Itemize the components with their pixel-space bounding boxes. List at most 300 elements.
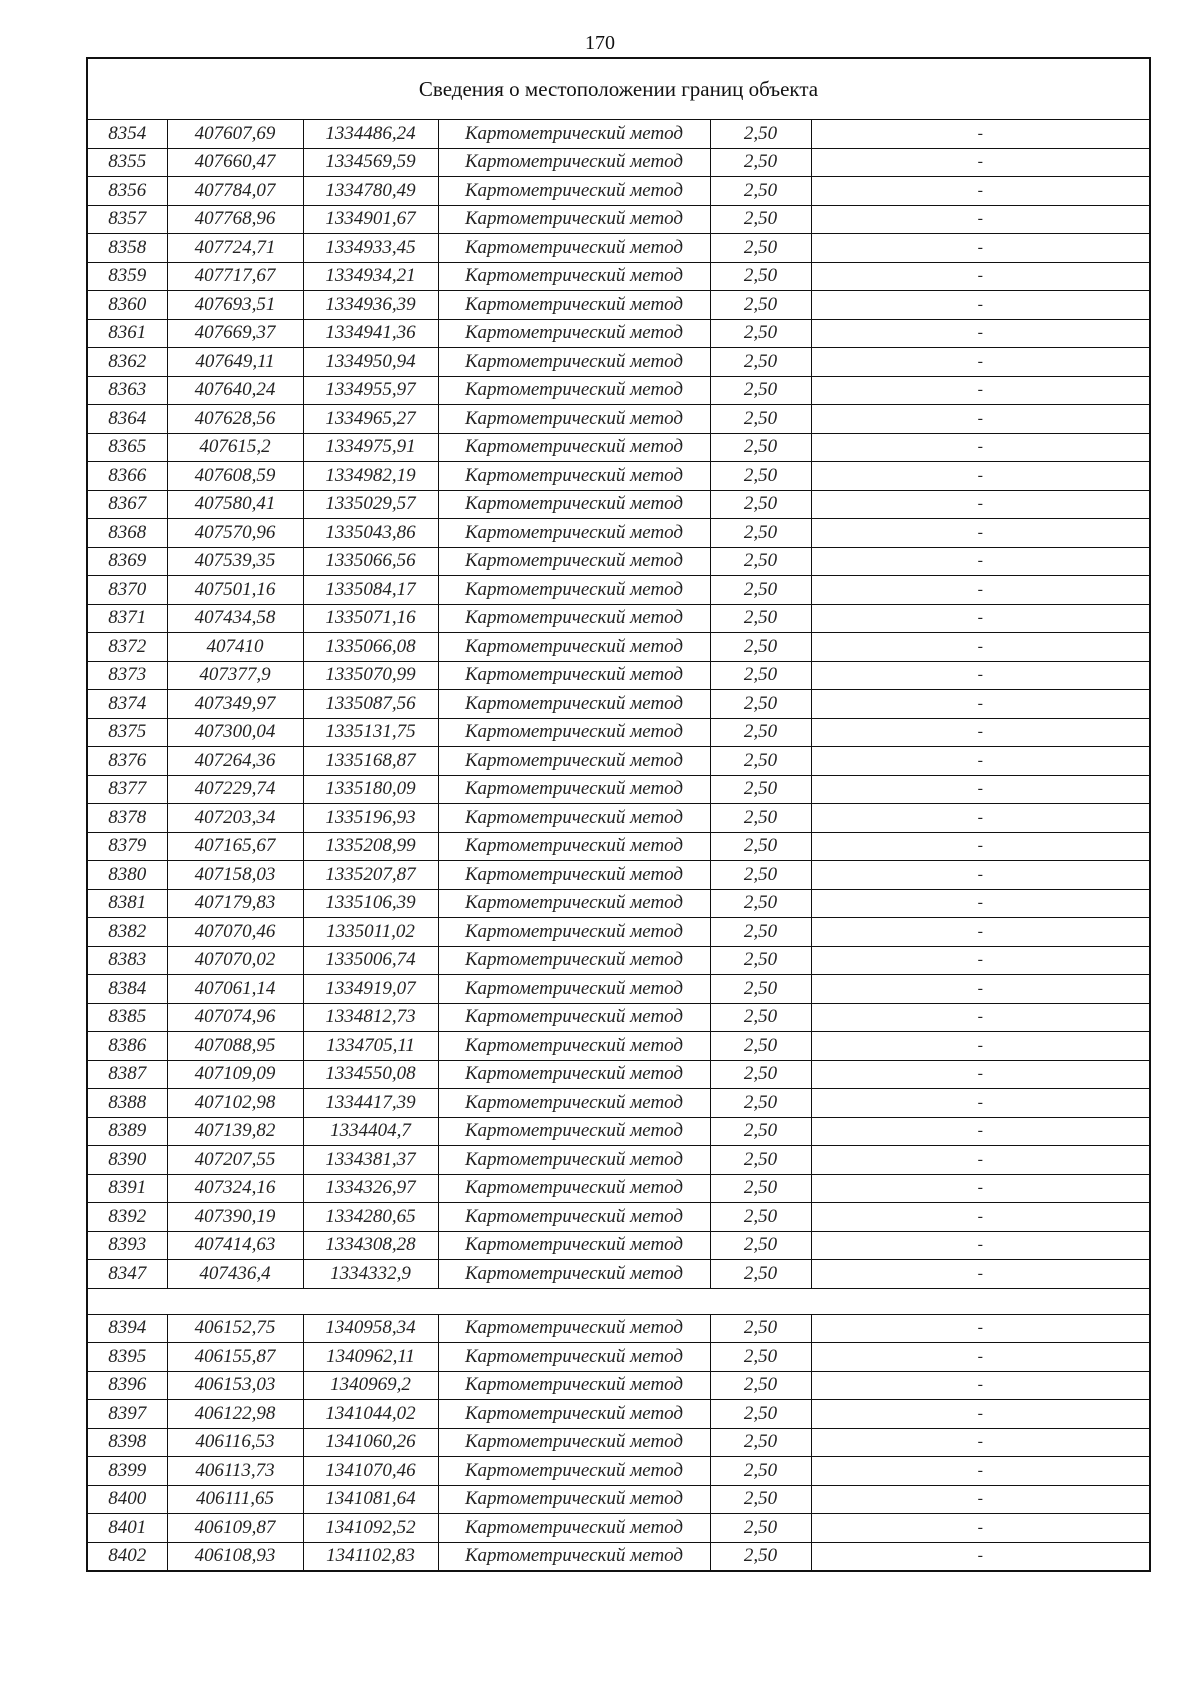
precision-cell: 2,50 — [710, 348, 811, 377]
point-number-cell: 8399 — [87, 1457, 167, 1486]
x-coordinate-cell: 407390,19 — [167, 1203, 303, 1232]
description-cell: - — [811, 433, 1150, 462]
point-number-cell: 8361 — [87, 319, 167, 348]
y-coordinate-cell: 1335066,08 — [303, 633, 438, 662]
point-number-cell: 8362 — [87, 348, 167, 377]
precision-cell: 2,50 — [710, 946, 811, 975]
point-number-cell: 8347 — [87, 1260, 167, 1289]
table-title-row — [87, 58, 1150, 120]
precision-cell: 2,50 — [710, 975, 811, 1004]
x-coordinate-cell: 407669,37 — [167, 319, 303, 348]
boundary-coordinates-table — [86, 57, 1151, 1572]
precision-cell: 2,50 — [710, 804, 811, 833]
method-cell: Картометрический метод — [438, 490, 710, 519]
table-row — [87, 1146, 1150, 1175]
method-cell: Картометрический метод — [438, 718, 710, 747]
description-cell: - — [811, 1542, 1150, 1571]
table-row — [87, 376, 1150, 405]
table-row — [87, 1203, 1150, 1232]
point-number-cell: 8394 — [87, 1314, 167, 1343]
table-row — [87, 433, 1150, 462]
point-number-cell: 8398 — [87, 1428, 167, 1457]
x-coordinate-cell: 407724,71 — [167, 234, 303, 263]
y-coordinate-cell: 1335168,87 — [303, 747, 438, 776]
table-row — [87, 1343, 1150, 1372]
precision-cell: 2,50 — [710, 148, 811, 177]
method-cell: Картометрический метод — [438, 661, 710, 690]
point-number-cell: 8386 — [87, 1032, 167, 1061]
precision-cell: 2,50 — [710, 576, 811, 605]
description-cell: - — [811, 262, 1150, 291]
precision-cell: 2,50 — [710, 1343, 811, 1372]
precision-cell: 2,50 — [710, 462, 811, 491]
x-coordinate-cell: 407414,63 — [167, 1231, 303, 1260]
point-number-cell: 8367 — [87, 490, 167, 519]
x-coordinate-cell: 406108,93 — [167, 1542, 303, 1571]
description-cell: - — [811, 148, 1150, 177]
y-coordinate-cell: 1335066,56 — [303, 547, 438, 576]
point-number-cell: 8397 — [87, 1400, 167, 1429]
point-number-cell: 8384 — [87, 975, 167, 1004]
x-coordinate-cell: 407434,58 — [167, 604, 303, 633]
x-coordinate-cell: 407074,96 — [167, 1003, 303, 1032]
precision-cell: 2,50 — [710, 1003, 811, 1032]
y-coordinate-cell: 1334381,37 — [303, 1146, 438, 1175]
description-cell: - — [811, 1371, 1150, 1400]
precision-cell: 2,50 — [710, 547, 811, 576]
description-cell: - — [811, 576, 1150, 605]
y-coordinate-cell: 1335011,02 — [303, 918, 438, 947]
precision-cell: 2,50 — [710, 433, 811, 462]
table-row — [87, 832, 1150, 861]
description-cell: - — [811, 889, 1150, 918]
description-cell: - — [811, 1400, 1150, 1429]
method-cell: Картометрический метод — [438, 1174, 710, 1203]
y-coordinate-cell: 1335084,17 — [303, 576, 438, 605]
x-coordinate-cell: 407660,47 — [167, 148, 303, 177]
method-cell: Картометрический метод — [438, 1542, 710, 1571]
method-cell: Картометрический метод — [438, 148, 710, 177]
x-coordinate-cell: 407628,56 — [167, 405, 303, 434]
point-number-cell: 8360 — [87, 291, 167, 320]
table-row — [87, 234, 1150, 263]
description-cell: - — [811, 604, 1150, 633]
precision-cell: 2,50 — [710, 889, 811, 918]
point-number-cell: 8354 — [87, 120, 167, 149]
description-cell: - — [811, 177, 1150, 206]
x-coordinate-cell: 407570,96 — [167, 519, 303, 548]
y-coordinate-cell: 1341070,46 — [303, 1457, 438, 1486]
table-row — [87, 405, 1150, 434]
description-cell: - — [811, 718, 1150, 747]
method-cell: Картометрический метод — [438, 604, 710, 633]
point-number-cell: 8379 — [87, 832, 167, 861]
table-row — [87, 291, 1150, 320]
y-coordinate-cell: 1334404,7 — [303, 1117, 438, 1146]
x-coordinate-cell: 407300,04 — [167, 718, 303, 747]
x-coordinate-cell: 407070,46 — [167, 918, 303, 947]
y-coordinate-cell: 1334308,28 — [303, 1231, 438, 1260]
y-coordinate-cell: 1335196,93 — [303, 804, 438, 833]
x-coordinate-cell: 407784,07 — [167, 177, 303, 206]
description-cell: - — [811, 462, 1150, 491]
method-cell: Картометрический метод — [438, 120, 710, 149]
method-cell: Картометрический метод — [438, 1260, 710, 1289]
page-number: 170 — [585, 32, 615, 54]
y-coordinate-cell: 1334975,91 — [303, 433, 438, 462]
precision-cell: 2,50 — [710, 747, 811, 776]
description-cell: - — [811, 376, 1150, 405]
description-cell: - — [811, 1314, 1150, 1343]
method-cell: Картометрический метод — [438, 747, 710, 776]
description-cell: - — [811, 1485, 1150, 1514]
table-row — [87, 1400, 1150, 1429]
table-row — [87, 547, 1150, 576]
description-cell: - — [811, 1457, 1150, 1486]
x-coordinate-cell: 407088,95 — [167, 1032, 303, 1061]
x-coordinate-cell: 407615,2 — [167, 433, 303, 462]
x-coordinate-cell: 407179,83 — [167, 889, 303, 918]
table-row — [87, 690, 1150, 719]
description-cell: - — [811, 747, 1150, 776]
precision-cell: 2,50 — [710, 918, 811, 947]
precision-cell: 2,50 — [710, 718, 811, 747]
description-cell: - — [811, 519, 1150, 548]
x-coordinate-cell: 407061,14 — [167, 975, 303, 1004]
precision-cell: 2,50 — [710, 291, 811, 320]
precision-cell: 2,50 — [710, 1089, 811, 1118]
point-number-cell: 8391 — [87, 1174, 167, 1203]
point-number-cell: 8363 — [87, 376, 167, 405]
x-coordinate-cell: 406109,87 — [167, 1514, 303, 1543]
description-cell: - — [811, 1174, 1150, 1203]
table-row — [87, 718, 1150, 747]
table-row — [87, 1314, 1150, 1343]
point-number-cell: 8393 — [87, 1231, 167, 1260]
y-coordinate-cell: 1341044,02 — [303, 1400, 438, 1429]
method-cell: Картометрический метод — [438, 205, 710, 234]
point-number-cell: 8401 — [87, 1514, 167, 1543]
table-row — [87, 205, 1150, 234]
precision-cell: 2,50 — [710, 1514, 811, 1543]
precision-cell: 2,50 — [710, 1117, 811, 1146]
description-cell: - — [811, 1203, 1150, 1232]
x-coordinate-cell: 407070,02 — [167, 946, 303, 975]
method-cell: Картометрический метод — [438, 376, 710, 405]
point-number-cell: 8382 — [87, 918, 167, 947]
method-cell: Картометрический метод — [438, 804, 710, 833]
x-coordinate-cell: 407580,41 — [167, 490, 303, 519]
precision-cell: 2,50 — [710, 1146, 811, 1175]
point-number-cell: 8355 — [87, 148, 167, 177]
method-cell: Картометрический метод — [438, 1146, 710, 1175]
point-number-cell: 8378 — [87, 804, 167, 833]
method-cell: Картометрический метод — [438, 1117, 710, 1146]
table-row — [87, 889, 1150, 918]
x-coordinate-cell: 406111,65 — [167, 1485, 303, 1514]
point-number-cell: 8376 — [87, 747, 167, 776]
precision-cell: 2,50 — [710, 177, 811, 206]
description-cell: - — [811, 405, 1150, 434]
point-number-cell: 8372 — [87, 633, 167, 662]
table-row — [87, 519, 1150, 548]
method-cell: Картометрический метод — [438, 1060, 710, 1089]
y-coordinate-cell: 1335087,56 — [303, 690, 438, 719]
description-cell: - — [811, 1260, 1150, 1289]
point-number-cell: 8390 — [87, 1146, 167, 1175]
table-row — [87, 946, 1150, 975]
y-coordinate-cell: 1334933,45 — [303, 234, 438, 263]
table-row — [87, 1089, 1150, 1118]
precision-cell: 2,50 — [710, 633, 811, 662]
y-coordinate-cell: 1335029,57 — [303, 490, 438, 519]
x-coordinate-cell: 407203,34 — [167, 804, 303, 833]
precision-cell: 2,50 — [710, 1060, 811, 1089]
precision-cell: 2,50 — [710, 319, 811, 348]
table-row — [87, 1117, 1150, 1146]
y-coordinate-cell: 1334982,19 — [303, 462, 438, 491]
x-coordinate-cell: 406153,03 — [167, 1371, 303, 1400]
x-coordinate-cell: 407349,97 — [167, 690, 303, 719]
y-coordinate-cell: 1341081,64 — [303, 1485, 438, 1514]
y-coordinate-cell: 1340962,11 — [303, 1343, 438, 1372]
y-coordinate-cell: 1334936,39 — [303, 291, 438, 320]
x-coordinate-cell: 407436,4 — [167, 1260, 303, 1289]
description-cell: - — [811, 120, 1150, 149]
method-cell: Картометрический метод — [438, 1428, 710, 1457]
method-cell: Картометрический метод — [438, 633, 710, 662]
description-cell: - — [811, 633, 1150, 662]
precision-cell: 2,50 — [710, 120, 811, 149]
x-coordinate-cell: 407102,98 — [167, 1089, 303, 1118]
method-cell: Картометрический метод — [438, 946, 710, 975]
x-coordinate-cell: 407607,69 — [167, 120, 303, 149]
x-coordinate-cell: 407410 — [167, 633, 303, 662]
precision-cell: 2,50 — [710, 205, 811, 234]
point-number-cell: 8358 — [87, 234, 167, 263]
table-row — [87, 747, 1150, 776]
point-number-cell: 8359 — [87, 262, 167, 291]
precision-cell: 2,50 — [710, 1485, 811, 1514]
point-number-cell: 8389 — [87, 1117, 167, 1146]
point-number-cell: 8369 — [87, 547, 167, 576]
point-number-cell: 8396 — [87, 1371, 167, 1400]
method-cell: Картометрический метод — [438, 348, 710, 377]
precision-cell: 2,50 — [710, 1231, 811, 1260]
method-cell: Картометрический метод — [438, 1003, 710, 1032]
method-cell: Картометрический метод — [438, 262, 710, 291]
point-number-cell: 8380 — [87, 861, 167, 890]
table-row — [87, 804, 1150, 833]
y-coordinate-cell: 1334919,07 — [303, 975, 438, 1004]
y-coordinate-cell: 1335071,16 — [303, 604, 438, 633]
method-cell: Картометрический метод — [438, 1203, 710, 1232]
method-cell: Картометрический метод — [438, 234, 710, 263]
method-cell: Картометрический метод — [438, 775, 710, 804]
point-number-cell: 8357 — [87, 205, 167, 234]
y-coordinate-cell: 1334569,59 — [303, 148, 438, 177]
precision-cell: 2,50 — [710, 519, 811, 548]
description-cell: - — [811, 547, 1150, 576]
x-coordinate-cell: 407501,16 — [167, 576, 303, 605]
table-row — [87, 604, 1150, 633]
table-row — [87, 177, 1150, 206]
description-cell: - — [811, 291, 1150, 320]
description-cell: - — [811, 348, 1150, 377]
method-cell: Картометрический метод — [438, 433, 710, 462]
description-cell: - — [811, 1003, 1150, 1032]
y-coordinate-cell: 1334486,24 — [303, 120, 438, 149]
description-cell: - — [811, 1032, 1150, 1061]
point-number-cell: 8374 — [87, 690, 167, 719]
y-coordinate-cell: 1334417,39 — [303, 1089, 438, 1118]
x-coordinate-cell: 406152,75 — [167, 1314, 303, 1343]
x-coordinate-cell: 407693,51 — [167, 291, 303, 320]
x-coordinate-cell: 407377,9 — [167, 661, 303, 690]
x-coordinate-cell: 406116,53 — [167, 1428, 303, 1457]
method-cell: Картометрический метод — [438, 690, 710, 719]
table-row — [87, 1428, 1150, 1457]
group-separator-row — [87, 1288, 1150, 1314]
method-cell: Картометрический метод — [438, 1514, 710, 1543]
y-coordinate-cell: 1335106,39 — [303, 889, 438, 918]
y-coordinate-cell: 1341092,52 — [303, 1514, 438, 1543]
y-coordinate-cell: 1334812,73 — [303, 1003, 438, 1032]
x-coordinate-cell: 407539,35 — [167, 547, 303, 576]
table-row — [87, 975, 1150, 1004]
point-number-cell: 8381 — [87, 889, 167, 918]
precision-cell: 2,50 — [710, 861, 811, 890]
precision-cell: 2,50 — [710, 405, 811, 434]
y-coordinate-cell: 1335131,75 — [303, 718, 438, 747]
point-number-cell: 8371 — [87, 604, 167, 633]
description-cell: - — [811, 1428, 1150, 1457]
precision-cell: 2,50 — [710, 604, 811, 633]
y-coordinate-cell: 1334550,08 — [303, 1060, 438, 1089]
y-coordinate-cell: 1340958,34 — [303, 1314, 438, 1343]
x-coordinate-cell: 407608,59 — [167, 462, 303, 491]
description-cell: - — [811, 918, 1150, 947]
precision-cell: 2,50 — [710, 1032, 811, 1061]
method-cell: Картометрический метод — [438, 861, 710, 890]
table-row — [87, 1260, 1150, 1289]
x-coordinate-cell: 407640,24 — [167, 376, 303, 405]
description-cell: - — [811, 690, 1150, 719]
point-number-cell: 8368 — [87, 519, 167, 548]
precision-cell: 2,50 — [710, 1542, 811, 1571]
table-row — [87, 861, 1150, 890]
table-row — [87, 1542, 1150, 1571]
x-coordinate-cell: 406155,87 — [167, 1343, 303, 1372]
x-coordinate-cell: 407229,74 — [167, 775, 303, 804]
description-cell: - — [811, 975, 1150, 1004]
description-cell: - — [811, 234, 1150, 263]
table-row — [87, 262, 1150, 291]
method-cell: Картометрический метод — [438, 547, 710, 576]
method-cell: Картометрический метод — [438, 832, 710, 861]
x-coordinate-cell: 407139,82 — [167, 1117, 303, 1146]
method-cell: Картометрический метод — [438, 1485, 710, 1514]
x-coordinate-cell: 407324,16 — [167, 1174, 303, 1203]
method-cell: Картометрический метод — [438, 576, 710, 605]
x-coordinate-cell: 406113,73 — [167, 1457, 303, 1486]
method-cell: Картометрический метод — [438, 1400, 710, 1429]
precision-cell: 2,50 — [710, 1203, 811, 1232]
x-coordinate-cell: 407717,67 — [167, 262, 303, 291]
description-cell: - — [811, 1514, 1150, 1543]
y-coordinate-cell: 1334780,49 — [303, 177, 438, 206]
precision-cell: 2,50 — [710, 661, 811, 690]
description-cell: - — [811, 861, 1150, 890]
precision-cell: 2,50 — [710, 1314, 811, 1343]
y-coordinate-cell: 1334965,27 — [303, 405, 438, 434]
description-cell: - — [811, 946, 1150, 975]
y-coordinate-cell: 1334280,65 — [303, 1203, 438, 1232]
table-row — [87, 148, 1150, 177]
y-coordinate-cell: 1340969,2 — [303, 1371, 438, 1400]
x-coordinate-cell: 407158,03 — [167, 861, 303, 890]
x-coordinate-cell: 406122,98 — [167, 1400, 303, 1429]
description-cell: - — [811, 661, 1150, 690]
method-cell: Картометрический метод — [438, 975, 710, 1004]
y-coordinate-cell: 1334901,67 — [303, 205, 438, 234]
point-number-cell: 8392 — [87, 1203, 167, 1232]
point-number-cell: 8377 — [87, 775, 167, 804]
method-cell: Картометрический метод — [438, 1457, 710, 1486]
method-cell: Картометрический метод — [438, 519, 710, 548]
precision-cell: 2,50 — [710, 490, 811, 519]
table-row — [87, 1060, 1150, 1089]
description-cell: - — [811, 490, 1150, 519]
y-coordinate-cell: 1341060,26 — [303, 1428, 438, 1457]
description-cell: - — [811, 775, 1150, 804]
table-row — [87, 1003, 1150, 1032]
table-row — [87, 1174, 1150, 1203]
precision-cell: 2,50 — [710, 1174, 811, 1203]
x-coordinate-cell: 407264,36 — [167, 747, 303, 776]
x-coordinate-cell: 407649,11 — [167, 348, 303, 377]
method-cell: Картометрический метод — [438, 918, 710, 947]
description-cell: - — [811, 832, 1150, 861]
description-cell: - — [811, 319, 1150, 348]
point-number-cell: 8356 — [87, 177, 167, 206]
description-cell: - — [811, 1060, 1150, 1089]
y-coordinate-cell: 1335043,86 — [303, 519, 438, 548]
x-coordinate-cell: 407165,67 — [167, 832, 303, 861]
table-body — [87, 58, 1150, 1571]
method-cell: Картометрический метод — [438, 405, 710, 434]
point-number-cell: 8370 — [87, 576, 167, 605]
method-cell: Картометрический метод — [438, 889, 710, 918]
y-coordinate-cell: 1334941,36 — [303, 319, 438, 348]
method-cell: Картометрический метод — [438, 1089, 710, 1118]
point-number-cell: 8375 — [87, 718, 167, 747]
precision-cell: 2,50 — [710, 1260, 811, 1289]
precision-cell: 2,50 — [710, 262, 811, 291]
table-row — [87, 490, 1150, 519]
y-coordinate-cell: 1334934,21 — [303, 262, 438, 291]
y-coordinate-cell: 1335208,99 — [303, 832, 438, 861]
x-coordinate-cell: 407109,09 — [167, 1060, 303, 1089]
description-cell: - — [811, 205, 1150, 234]
table-row — [87, 1485, 1150, 1514]
precision-cell: 2,50 — [710, 1457, 811, 1486]
table-row — [87, 319, 1150, 348]
table-row — [87, 576, 1150, 605]
table-row — [87, 348, 1150, 377]
point-number-cell: 8402 — [87, 1542, 167, 1571]
table-row — [87, 1231, 1150, 1260]
